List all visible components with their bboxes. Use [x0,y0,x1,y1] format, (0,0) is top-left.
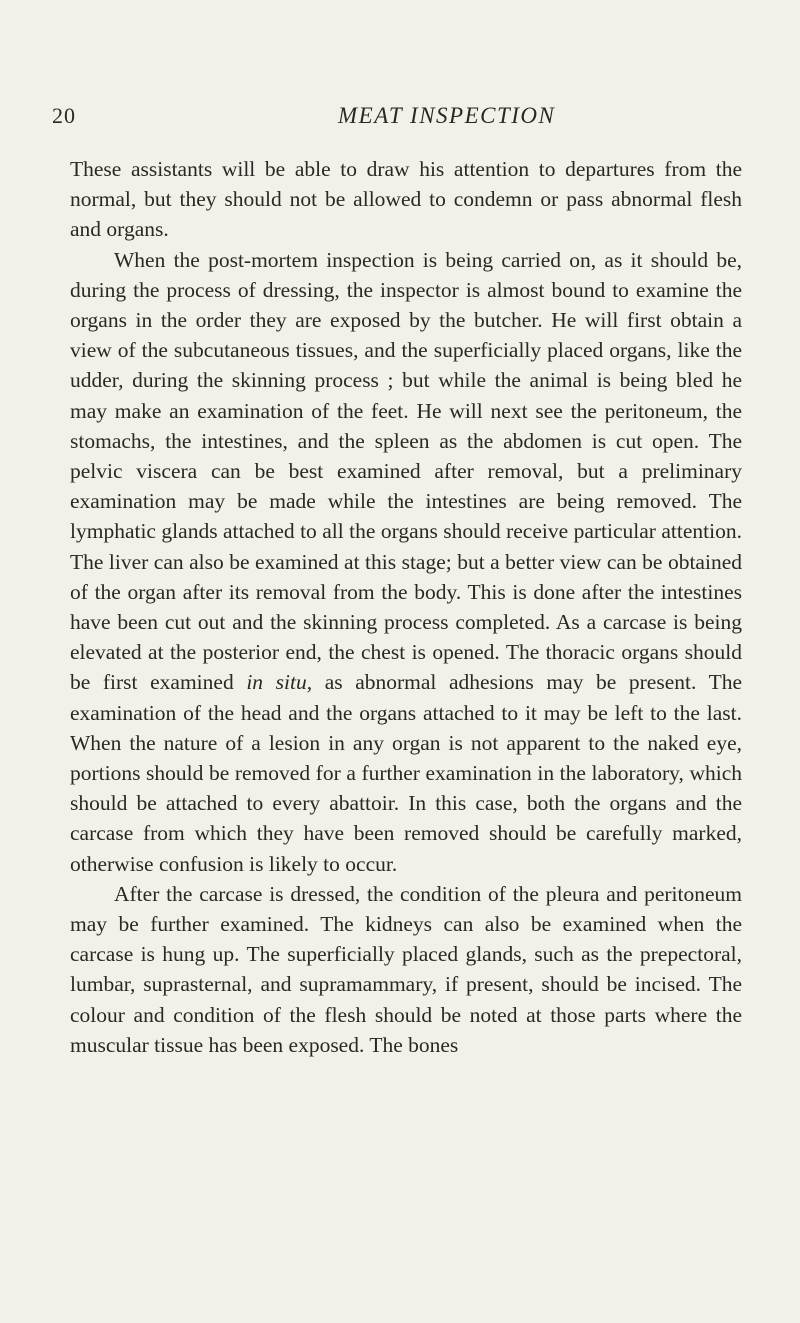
running-head: MEAT INSPECTION [338,103,556,128]
paragraph-2-italic-in-situ: in situ, [246,670,313,695]
body-text [70,154,742,1060]
paragraph-1: These assistants will be able to draw his attention to departures from the normal, but they should not be allowed to condemn or pass abnormal flesh and organs. [70,157,742,242]
paragraph-2-text-a: When the post-mortem inspection is being carried on, as it should be, during the process of dressing, the inspector is almost bound to examine the organs in the order they are exposed by the butcher. He will first obtain a view of the subcutaneous tissues, and the superficially placed organs, like the udder, during the skinning process ; but while the animal is being bled he may make an examination of the feet. He will next see the peritoneum, the stomachs, the intestines, and the spleen as the abdomen is cut open. The pelvic viscera can be best examined after removal, but a preliminary examination may be made while the intestines are being removed. The lymphatic glands attached to all the organs should receive particular attention. The liver can also be examined at this stage; but a better view can be obtained of the organ after its removal from the body. This is done after the intestines have been cut out and the skinning process completed. As a carcase is being elevated at the posterior end, the chest is opened. The thoracic organs should be first examined [70,247,742,695]
paragraph-2 [70,245,742,879]
paragraph-3: After the carcase is dressed, the condition of the pleura and peritoneum may be further examined. The kidneys can also be examined when the carcase is hung up. The superficially placed glands, such as the prepectoral, lumbar, suprasternal, and supramammary, if present, should be incised. The colour and condition of the flesh should be noted at those parts where the muscular tissue has been exposed. The bones [70,881,742,1057]
page-header [52,97,752,137]
paragraph-2-text-b: as abnormal adhesions may be present. The examination of the head and the organs attached to it may be left to the last. When the nature of a lesion in any organ is not apparent to the naked eye, portions should be removed for a further examination in the laboratory, which should be attached to every abattoir. In this case, both the organs and the carcase from which they have been removed should be carefully marked, otherwise confusion is likely to occur. [70,670,742,876]
page-number: 20 [52,103,76,128]
